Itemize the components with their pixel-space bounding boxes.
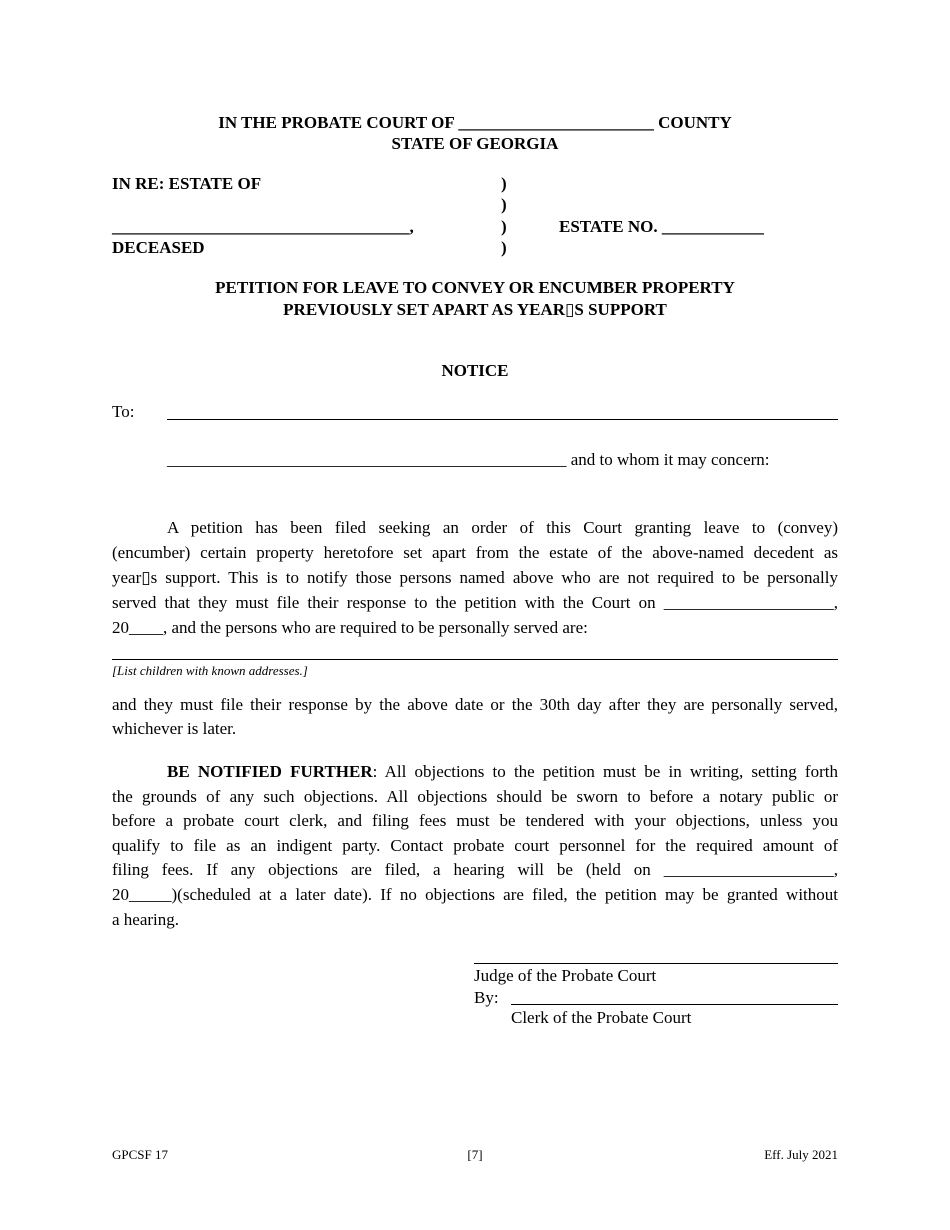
paragraph3-line2: the grounds of any such objections. All objections should be sworn to before a notary public or — [112, 787, 838, 806]
clerk-label: Clerk of the Probate Court — [511, 1008, 692, 1027]
paragraph1-line1: A petition has been filed seeking an order of this Court granting leave to (convey) — [167, 518, 838, 537]
page-number: [7] — [467, 1147, 483, 1162]
effective-date: Eff. July 2021 — [764, 1147, 838, 1162]
state-line: STATE OF GEORGIA — [391, 134, 559, 153]
paragraph3-line3: before a probate court clerk, and filing fees must be tendered with your objections, unless you — [112, 811, 838, 830]
deceased-name-blank: ___________________________________, — [112, 217, 414, 236]
form-id: GPCSF 17 — [112, 1147, 168, 1162]
deceased-label: DECEASED — [112, 238, 205, 257]
petition-title-line2: PREVIOUSLY SET APART AS YEAR▯S SUPPORT — [283, 300, 667, 319]
paragraph1-line2: (encumber) certain property heretofore set apart from the estate of the above-named decedent as — [112, 543, 838, 562]
children-note: [List children with known addresses.] — [112, 663, 308, 678]
clerk-signature-line — [511, 1004, 838, 1005]
be-notified-further-lead: BE NOTIFIED FURTHER — [167, 762, 373, 781]
in-re-label: IN RE: ESTATE OF — [112, 174, 262, 193]
court-line-prefix: IN THE PROBATE COURT OF — [218, 113, 455, 132]
paragraph3-line6: 20_____)(scheduled at a later date). If no objections are filed, the petition may be granted without — [112, 885, 838, 904]
concern-line — [167, 450, 770, 470]
concern-text: and to whom it may concern: — [570, 450, 770, 469]
paragraph3-line5: filing fees. If any objections are filed, a hearing will be (held on ____________________, — [112, 860, 838, 879]
paragraph2-line1: and they must file their response by the above date or the 30th day after they are personally served, — [112, 695, 838, 714]
court-line-suffix: COUNTY — [658, 113, 732, 132]
caption-paren: ) — [501, 217, 507, 236]
by-label: By: — [474, 988, 499, 1007]
paragraph1-line5: 20____, and the persons who are required to be personally served are: — [112, 618, 588, 637]
paragraph2-line2: whichever is later. — [112, 719, 237, 738]
judge-label: Judge of the Probate Court — [474, 966, 657, 985]
caption-paren: ) — [501, 195, 507, 214]
concern-blank: _______________________________________________ — [167, 450, 567, 469]
paragraph3-line1-text: : All objections to the petition must be in writing, setting forth — [372, 762, 838, 781]
caption-paren: ) — [501, 174, 507, 193]
children-list-blank — [112, 659, 838, 660]
paragraph1-line4: served that they must file their response to the petition with the Court on ____________________, — [112, 593, 838, 612]
estate-number-field: ESTATE NO. ____________ — [559, 217, 764, 236]
notice-heading: NOTICE — [441, 361, 509, 380]
court-heading — [0, 113, 950, 133]
paragraph3-line4: qualify to file as an indigent party. Contact probate court personnel for the required amount of — [112, 836, 838, 855]
paragraph3-line1 — [167, 762, 838, 782]
paragraph1-line3: year▯s support. This is to notify those persons named above who are not required to be personally — [112, 568, 838, 587]
judge-signature-line — [474, 963, 838, 964]
paragraph3-line7: a hearing. — [112, 910, 180, 929]
county-blank: _______________________ — [458, 113, 654, 132]
to-label: To: — [112, 402, 135, 421]
caption-paren: ) — [501, 238, 507, 257]
petition-title-line1: PETITION FOR LEAVE TO CONVEY OR ENCUMBER PROPERTY — [215, 278, 735, 297]
to-recipient-blank — [167, 419, 838, 420]
